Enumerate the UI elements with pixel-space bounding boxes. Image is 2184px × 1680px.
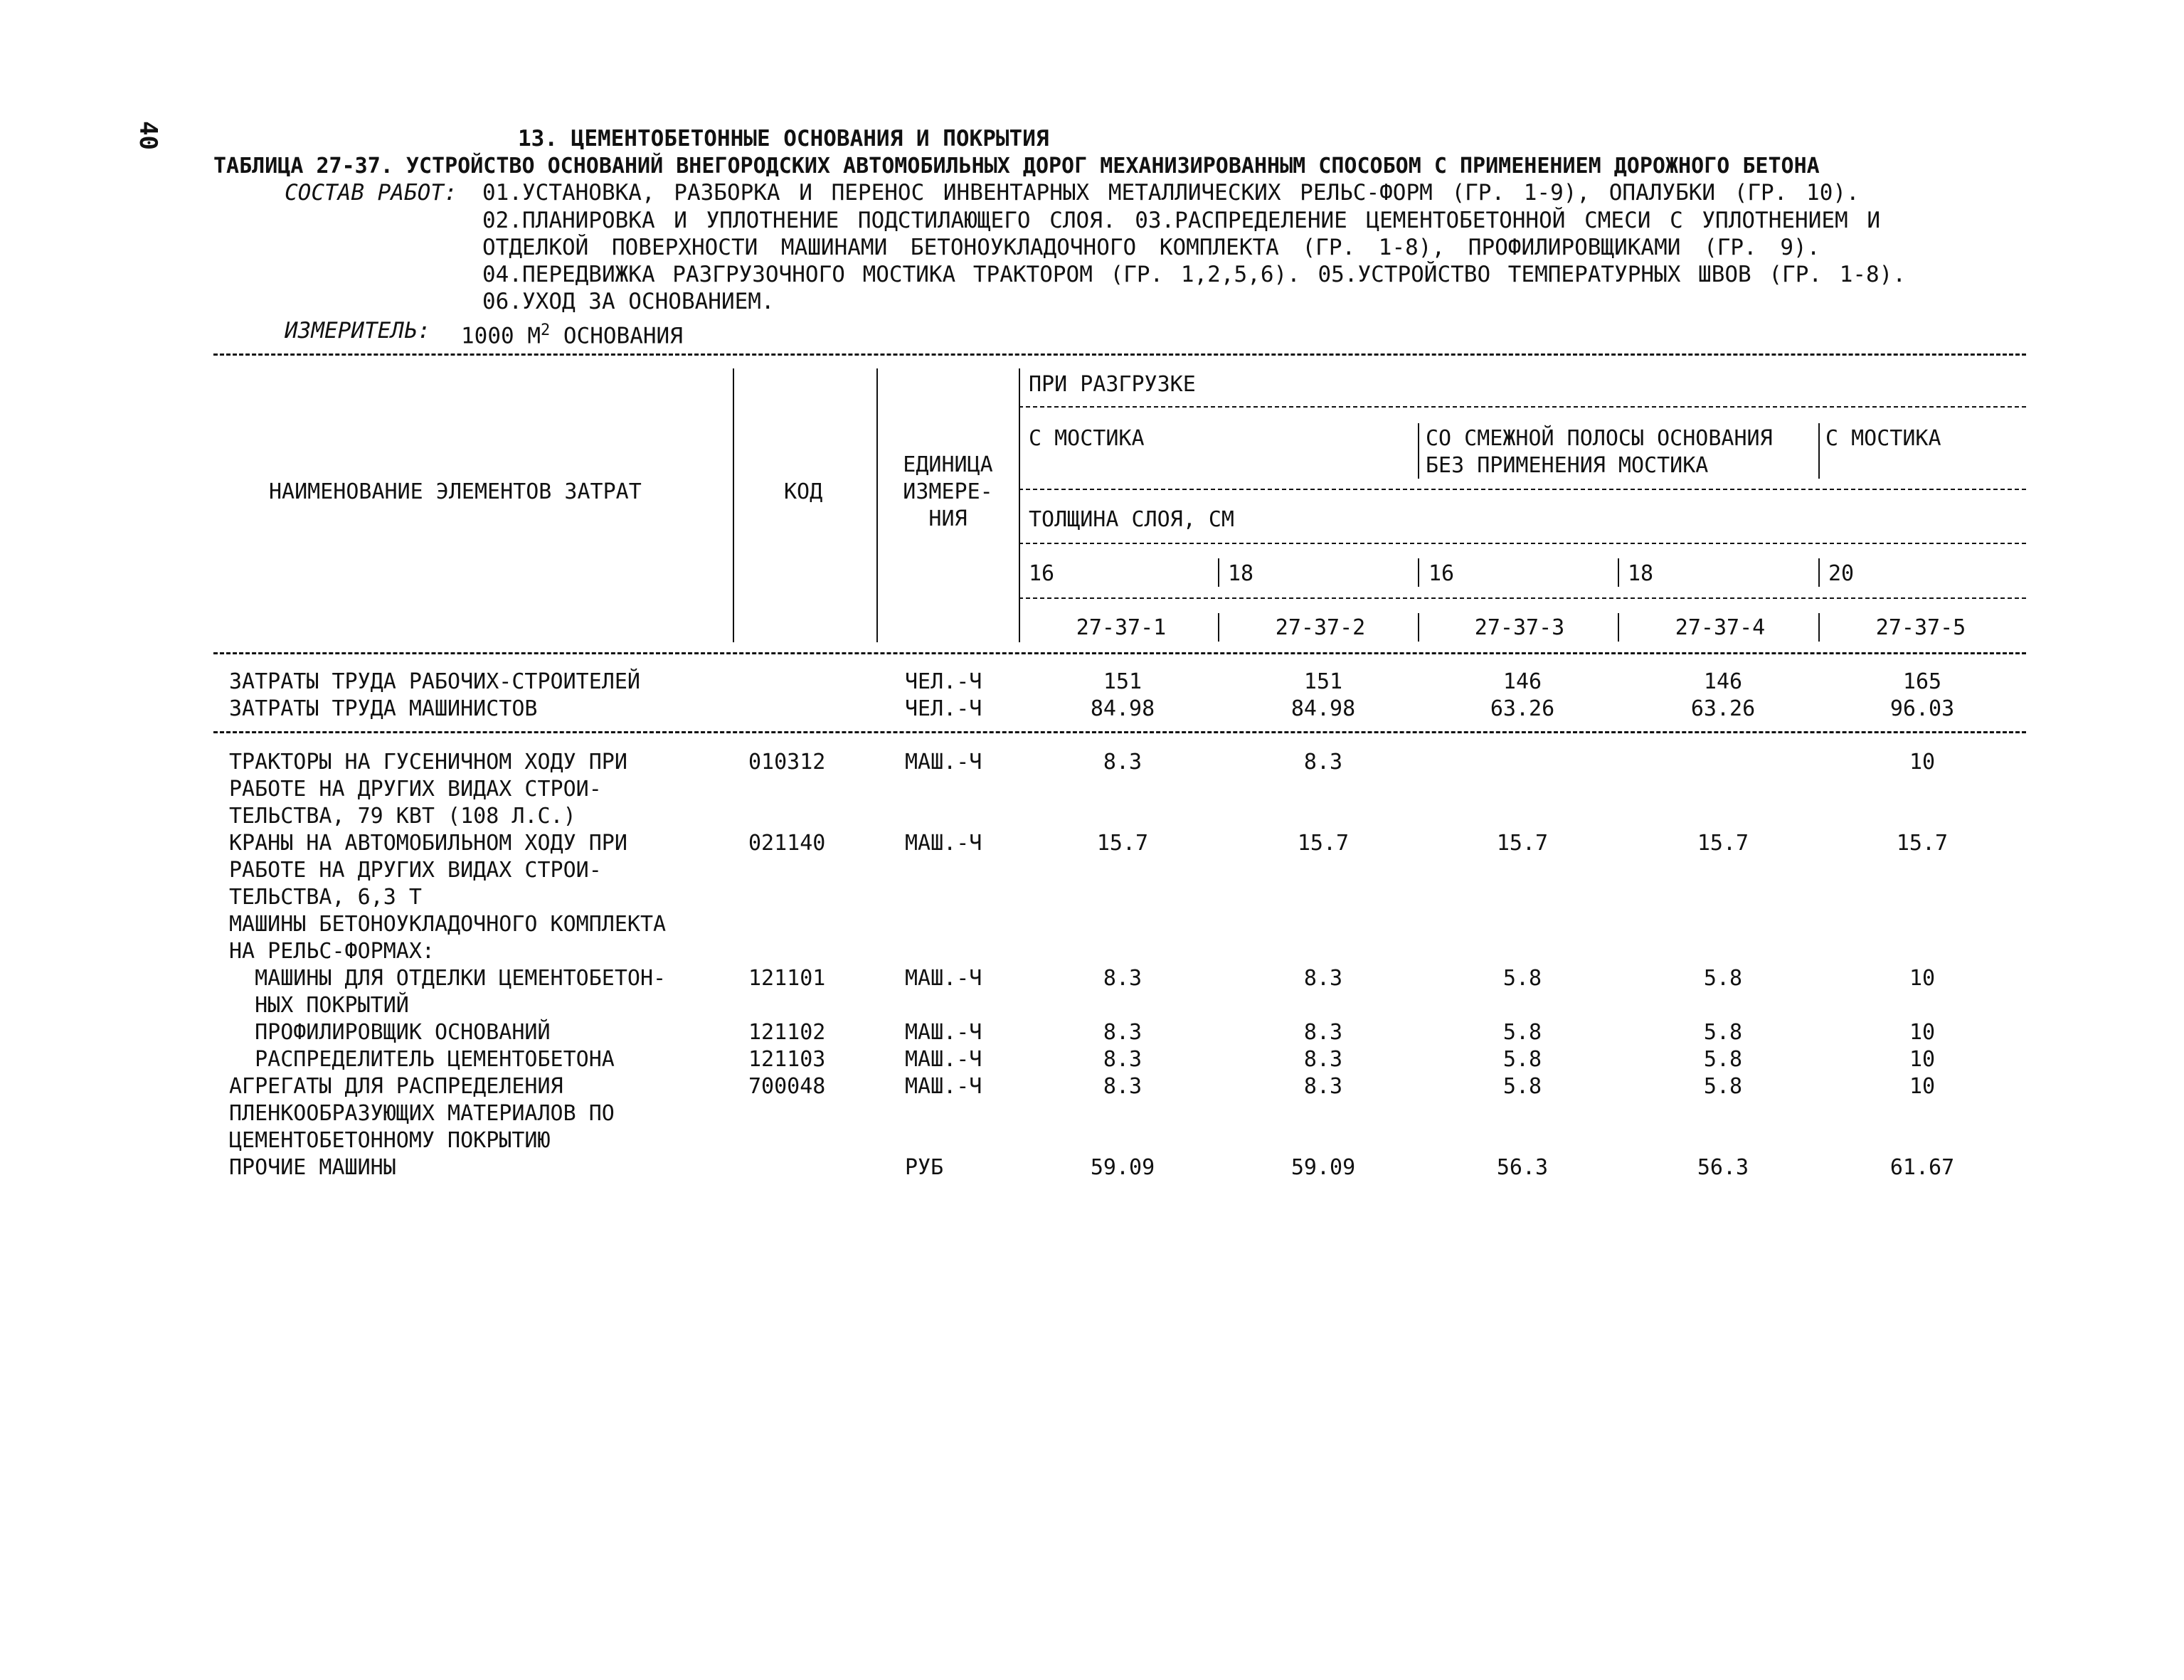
machine-row-value: 5.8 xyxy=(1502,1047,1542,1072)
machine-row-value: 15.7 xyxy=(1496,831,1549,856)
machine-row-value: 8.3 xyxy=(1103,966,1143,991)
work-label: СОСТАВ РАБОТ: xyxy=(285,180,457,206)
labor-row-value: 146 xyxy=(1703,669,1743,694)
header-pri-razgruzke: ПРИ РАЗГРУЗКЕ xyxy=(1029,372,1196,397)
header-rule-1 xyxy=(1019,406,2026,408)
machine-row-name: ТРАКТОРЫ НА ГУСЕНИЧНОМ ХОДУ ПРИ xyxy=(229,750,627,775)
machine-row-unit: МАШ.-Ч xyxy=(905,1020,982,1045)
code-divider-5 xyxy=(1818,613,1820,642)
page-number: 40 xyxy=(134,121,162,150)
machine-row-code: 700048 xyxy=(748,1074,826,1099)
measure-label: ИЗМЕРИТЕЛЬ: xyxy=(285,318,431,344)
labor-row-value: 84.98 xyxy=(1290,696,1356,721)
machine-row-name: ТЕЛЬСТВА, 79 КВТ (108 Л.С.) xyxy=(229,804,576,829)
machine-row-name: НЫХ ПОКРЫТИЙ xyxy=(229,993,409,1018)
header-divider-code-unit xyxy=(876,368,878,642)
section-title: 13. ЦЕМЕНТОБЕТОННЫЕ ОСНОВАНИЯ И ПОКРЫТИЯ xyxy=(518,126,1049,151)
thickness-divider-5 xyxy=(1818,558,1820,587)
table-title: ТАБЛИЦА 27-37. УСТРОЙСТВО ОСНОВАНИЙ ВНЕГОРОДСКИХ АВТОМОБИЛЬНЫХ ДОРОГ МЕХАНИЗИРОВАННЫМ СПОСОБОМ С ПРИМЕНЕНИЕМ ДОРОЖНОГО БЕТОНА xyxy=(213,154,1820,179)
machine-row-name: РАБОТЕ НА ДРУГИХ ВИДАХ СТРОИ- xyxy=(229,777,602,802)
machine-row-name: АГРЕГАТЫ ДЛЯ РАСПРЕДЕЛЕНИЯ xyxy=(229,1074,563,1099)
header-divider-unit-values xyxy=(1019,368,1020,642)
machine-row-value: 8.3 xyxy=(1103,750,1143,775)
header-tolshchina: ТОЛЩИНА СЛОЯ, СМ xyxy=(1029,507,1234,532)
table-top-rule xyxy=(213,353,2026,356)
header-divider-group-2 xyxy=(1418,423,1419,479)
machine-row-name: РАБОТЕ НА ДРУГИХ ВИДАХ СТРОИ- xyxy=(229,858,602,883)
labor-row-value: 84.98 xyxy=(1090,696,1155,721)
machine-row-value: 5.8 xyxy=(1502,966,1542,991)
header-so-smezhnoy: СО СМЕЖНОЙ ПОЛОСЫ ОСНОВАНИЯ xyxy=(1426,426,1773,451)
header-unit-line-2: ИЗМЕРЕ- xyxy=(903,479,993,504)
thickness-5: 20 xyxy=(1828,561,1855,586)
header-rule-4 xyxy=(1019,597,2026,599)
header-name-column: НАИМЕНОВАНИЕ ЭЛЕМЕНТОВ ЗАТРАТ xyxy=(269,479,642,504)
labor-row-value: 63.26 xyxy=(1690,696,1756,721)
machine-row-name: ПЛЕНКООБРАЗУЮЩИХ МАТЕРИАЛОВ ПО xyxy=(229,1101,615,1126)
machine-row-name: ПРОФИЛИРОВЩИК ОСНОВАНИЙ xyxy=(229,1020,551,1045)
labor-row-unit: ЧЕЛ.-Ч xyxy=(905,696,982,721)
machine-row-unit: МАШ.-Ч xyxy=(905,750,982,775)
header-divider-name-code xyxy=(733,368,734,642)
thickness-divider-2 xyxy=(1218,558,1219,587)
column-code-3: 27-37-3 xyxy=(1474,615,1565,640)
header-unit-line-1: ЕДИНИЦА xyxy=(903,452,993,477)
thickness-3: 16 xyxy=(1428,561,1455,586)
machine-row-value: 15.7 xyxy=(1297,831,1350,856)
code-divider-3 xyxy=(1418,613,1419,642)
machine-row-name: ЦЕМЕНТОБЕТОННОМУ ПОКРЫТИЮ xyxy=(229,1128,551,1153)
work-line-3: ОТДЕЛКОЙ ПОВЕРХНОСТИ МАШИНАМИ БЕТОНОУКЛАДОЧНОГО КОМПЛЕКТА (ГР. 1-8), ПРОФИЛИРОВЩИКАМИ (ГР. 9). xyxy=(482,235,1820,260)
machine-row-value: 15.7 xyxy=(1896,831,1949,856)
machine-row-name: МАШИНЫ ДЛЯ ОТДЕЛКИ ЦЕМЕНТОБЕТОН- xyxy=(229,966,667,991)
work-line-1: 01.УСТАНОВКА, РАЗБОРКА И ПЕРЕНОС ИНВЕНТАРНЫХ МЕТАЛЛИЧЕСКИХ РЕЛЬС-ФОРМ (ГР. 1-9), ОПАЛУБКИ (ГР. 10). xyxy=(482,180,1860,206)
machine-row-value: 10 xyxy=(1909,750,1936,775)
machine-row-value: 10 xyxy=(1909,966,1936,991)
labor-row-unit: ЧЕЛ.-Ч xyxy=(905,669,982,694)
machine-row-value: 61.67 xyxy=(1889,1155,1955,1180)
machine-row-name: РАСПРЕДЕЛИТЕЛЬ ЦЕМЕНТОБЕТОНА xyxy=(229,1047,615,1072)
column-code-5: 27-37-5 xyxy=(1875,615,1966,640)
machine-row-value: 5.8 xyxy=(1703,1047,1743,1072)
machine-row-value: 5.8 xyxy=(1502,1020,1542,1045)
thickness-divider-3 xyxy=(1418,558,1419,587)
machine-row-unit: МАШ.-Ч xyxy=(905,966,982,991)
machine-row-value: 5.8 xyxy=(1502,1074,1542,1099)
machine-row-value: 8.3 xyxy=(1103,1047,1143,1072)
labor-row-value: 96.03 xyxy=(1889,696,1955,721)
labor-row-value: 165 xyxy=(1902,669,1942,694)
work-line-2: 02.ПЛАНИРОВКА И УПЛОТНЕНИЕ ПОДСТИЛАЮЩЕГО СЛОЯ. 03.РАСПРЕДЕЛЕНИЕ ЦЕМЕНТОБЕТОННОЙ СМЕСИ С УПЛОТНЕНИЕМ И xyxy=(482,208,1881,233)
machine-row-name: МАШИНЫ БЕТОНОУКЛАДОЧНОГО КОМПЛЕКТА xyxy=(229,912,667,937)
header-divider-group-3 xyxy=(1818,423,1820,479)
machine-row-value: 5.8 xyxy=(1703,1020,1743,1045)
machine-row-code: 121103 xyxy=(748,1047,826,1072)
code-divider-2 xyxy=(1218,613,1219,642)
machine-row-value: 8.3 xyxy=(1103,1020,1143,1045)
work-line-4: 04.ПЕРЕДВИЖКА РАЗГРУЗОЧНОГО МОСТИКА ТРАКТОРОМ (ГР. 1,2,5,6). 05.УСТРОЙСТВО ТЕМПЕРАТУРНЫХ ШВОВ (ГР. 1-8). xyxy=(482,262,1907,287)
machine-row-value: 15.7 xyxy=(1697,831,1749,856)
labor-row-name: ЗАТРАТЫ ТРУДА МАШИНИСТОВ xyxy=(229,696,538,721)
header-unit-line-3: НИЯ xyxy=(928,506,968,531)
header-s-mostika-2: С МОСТИКА xyxy=(1825,426,1941,451)
machine-row-value: 8.3 xyxy=(1303,1020,1343,1045)
header-rule-3 xyxy=(1019,543,2026,544)
machine-row-unit: МАШ.-Ч xyxy=(905,1074,982,1099)
labor-row-value: 63.26 xyxy=(1490,696,1555,721)
thickness-4: 18 xyxy=(1628,561,1654,586)
machine-row-value: 10 xyxy=(1909,1074,1936,1099)
machine-row-value: 15.7 xyxy=(1096,831,1149,856)
measure-value: 1000 $М^2$ ОСНОВАНИЯ xyxy=(461,321,683,349)
machine-row-name: ТЕЛЬСТВА, 6,3 Т xyxy=(229,885,422,910)
machine-row-value: 59.09 xyxy=(1290,1155,1356,1180)
column-code-1: 27-37-1 xyxy=(1076,615,1167,640)
thickness-divider-4 xyxy=(1618,558,1619,587)
machine-row-value: 5.8 xyxy=(1703,966,1743,991)
code-divider-4 xyxy=(1618,613,1619,642)
machine-row-value: 8.3 xyxy=(1303,1074,1343,1099)
machine-row-name: ПРОЧИЕ МАШИНЫ xyxy=(229,1155,396,1180)
machine-row-value: 10 xyxy=(1909,1020,1936,1045)
machine-row-value: 8.3 xyxy=(1303,750,1343,775)
thickness-1: 16 xyxy=(1029,561,1055,586)
machine-row-code: 010312 xyxy=(748,750,826,775)
header-s-mostika-1: С МОСТИКА xyxy=(1029,426,1145,451)
machine-row-code: 021140 xyxy=(748,831,826,856)
labor-bottom-rule xyxy=(213,731,2026,733)
labor-row-value: 146 xyxy=(1502,669,1542,694)
header-code-column: КОД xyxy=(784,479,823,504)
machine-row-name: НА РЕЛЬС-ФОРМАХ: xyxy=(229,939,435,964)
machine-row-value: 56.3 xyxy=(1496,1155,1549,1180)
machine-row-code: 121102 xyxy=(748,1020,826,1045)
header-bottom-rule xyxy=(213,652,2026,654)
machine-row-value: 8.3 xyxy=(1303,1047,1343,1072)
machine-row-value: 59.09 xyxy=(1090,1155,1155,1180)
thickness-2: 18 xyxy=(1228,561,1254,586)
labor-row-name: ЗАТРАТЫ ТРУДА РАБОЧИХ-СТРОИТЕЛЕЙ xyxy=(229,669,640,694)
machine-row-value: 56.3 xyxy=(1697,1155,1749,1180)
machine-row-name: КРАНЫ НА АВТОМОБИЛЬНОМ ХОДУ ПРИ xyxy=(229,831,627,856)
machine-row-unit: РУБ xyxy=(905,1155,944,1180)
column-code-2: 27-37-2 xyxy=(1275,615,1366,640)
machine-row-value: 8.3 xyxy=(1103,1074,1143,1099)
labor-row-value: 151 xyxy=(1303,669,1343,694)
machine-row-value: 10 xyxy=(1909,1047,1936,1072)
header-bez-mostika: БЕЗ ПРИМЕНЕНИЯ МОСТИКА xyxy=(1426,453,1709,478)
machine-row-unit: МАШ.-Ч xyxy=(905,831,982,856)
machine-row-value: 5.8 xyxy=(1703,1074,1743,1099)
header-rule-2 xyxy=(1019,489,2026,490)
machine-row-value: 8.3 xyxy=(1303,966,1343,991)
labor-row-value: 151 xyxy=(1103,669,1143,694)
work-line-5: 06.УХОД ЗА ОСНОВАНИЕМ. xyxy=(482,289,775,314)
machine-row-unit: МАШ.-Ч xyxy=(905,1047,982,1072)
column-code-4: 27-37-4 xyxy=(1675,615,1766,640)
machine-row-code: 121101 xyxy=(748,966,826,991)
